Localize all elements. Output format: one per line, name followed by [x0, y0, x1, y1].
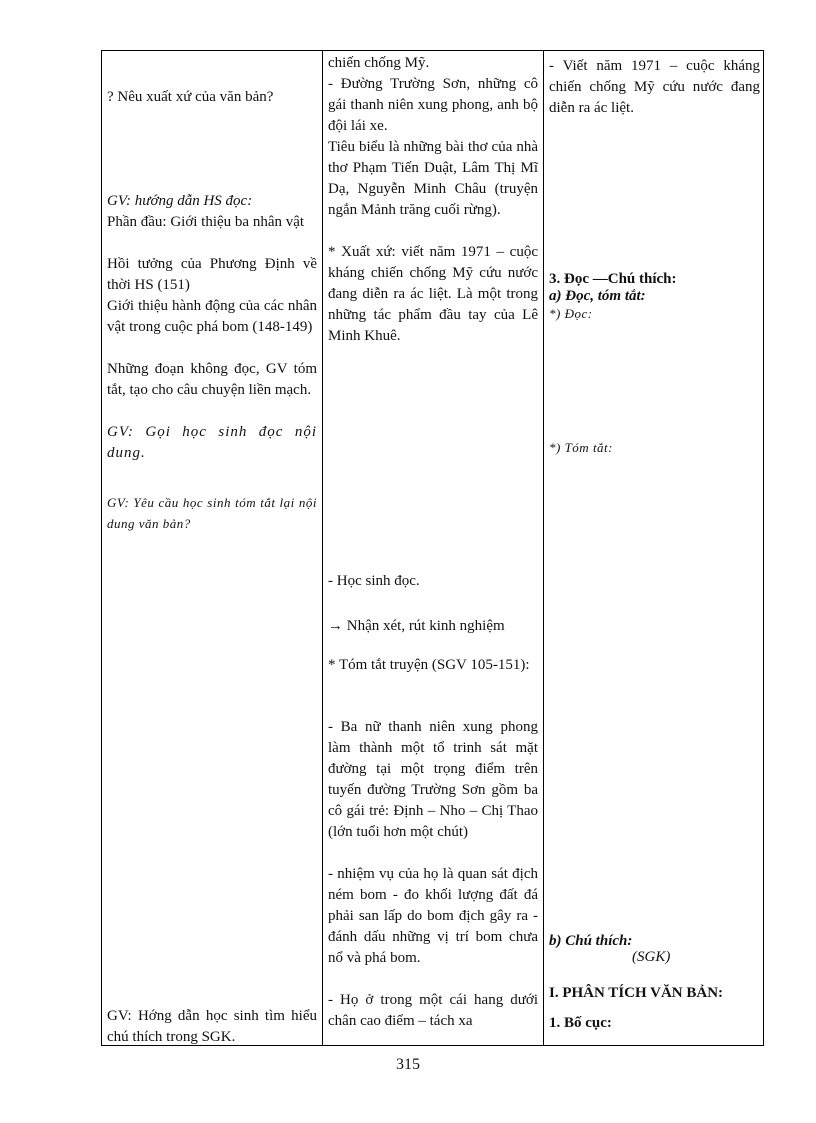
sgk-ref: (SGK): [632, 949, 671, 965]
page-number: 315: [396, 1056, 420, 1073]
question-source: ? Nêu xuất xứ của văn bản?: [107, 89, 274, 105]
notes-title: b) Chú thích:: [549, 933, 633, 949]
part-intro: Phần đầu: Giới thiệu ba nhân vật: [107, 214, 305, 230]
lesson-table: [101, 50, 764, 1046]
gv-ask-summary: GV: Yêu cầu học sinh tóm tắt lại nội dung văn bản?: [107, 495, 317, 531]
read-label: *) Đọc:: [549, 306, 593, 321]
read-notes-title: 3. Đọc —Chú thích:: [549, 271, 677, 287]
gv-guide-notes: GV: Hớng dẫn học sinh tìm hiểu chú thích trong SGK.: [107, 1008, 317, 1045]
analysis-heading: I. PHÂN TÍCH VĂN BẢN:: [549, 985, 724, 1001]
truong-son-text: - Đường Trường Sơn, những cô gái thanh niên xung phong, anh bộ đội lái xe.: [328, 76, 538, 134]
summary-p1: - Ba nữ thanh niên xung phong làm thành một tổ trinh sát mặt đường tại một trọng điểm trên tuyến đường Trường Sơn gồm ba cô gái trẻ: Định – Nho – Chị Thao (lớn tuổi hơn một chút): [328, 719, 538, 840]
summary-p2: - nhiệm vụ của họ là quan sát địch ném bom - đo khối lượng đất đá phải san lấp do bom địch gây ra - đánh dấu những vị trí bom chưa nổ và phá bom.: [328, 866, 538, 966]
written-text: - Viết năm 1971 – cuộc kháng chiến chống Mỹ cứu nước đang diễn ra ác liệt.: [549, 58, 760, 116]
summary-p3: - Họ ở trong một cái hang dưới chân cao điểm – tách xa: [328, 992, 538, 1029]
summary-title: * Tóm tắt truyện (SGV 105-151):: [328, 657, 530, 673]
read-summary-title: a) Đọc, tóm tắt:: [549, 288, 646, 304]
summary-note: Những đoạn không đọc, GV tóm tắt, tạo cho câu chuyện liền mạch.: [107, 361, 317, 398]
intro-actions: Giới thiệu hành động của các nhân vật trong cuộc phá bom (148-149): [107, 298, 317, 335]
gv-guide-read: GV: hướng dẫn HS đọc:: [107, 193, 253, 209]
typical-works: Tiêu biểu là những bài thơ của nhà thơ Phạm Tiến Duật, Lâm Thị Mĩ Dạ, Nguyễn Minh Châu (truyện ngắn Mảnh trăng cuối rừng).: [328, 139, 538, 218]
summary-label: *) Tóm tắt:: [549, 440, 613, 455]
origin-text: * Xuất xứ: viết năm 1971 – cuộc kháng chiến chống Mỹ cứu nước đang diễn ra ác liệt. Là một trong những tác phẩm đầu tay của Lê Minh Khuê.: [328, 244, 538, 344]
lesson-content-column: [544, 51, 765, 1045]
line-top: chiến chống Mỹ.: [328, 55, 430, 71]
student-activity-column: [323, 51, 543, 1045]
remark: → Nhận xét, rút kinh nghiệm: [328, 618, 505, 634]
student-read: - Học sinh đọc.: [328, 573, 420, 589]
layout-heading: 1. Bố cục:: [549, 1015, 612, 1031]
teacher-activity-column: [102, 51, 322, 1045]
recall-text: Hồi tưởng của Phương Định về thời HS (151): [107, 256, 317, 293]
gv-call-read: GV: Gọi học sinh đọc nội dung.: [107, 424, 317, 461]
